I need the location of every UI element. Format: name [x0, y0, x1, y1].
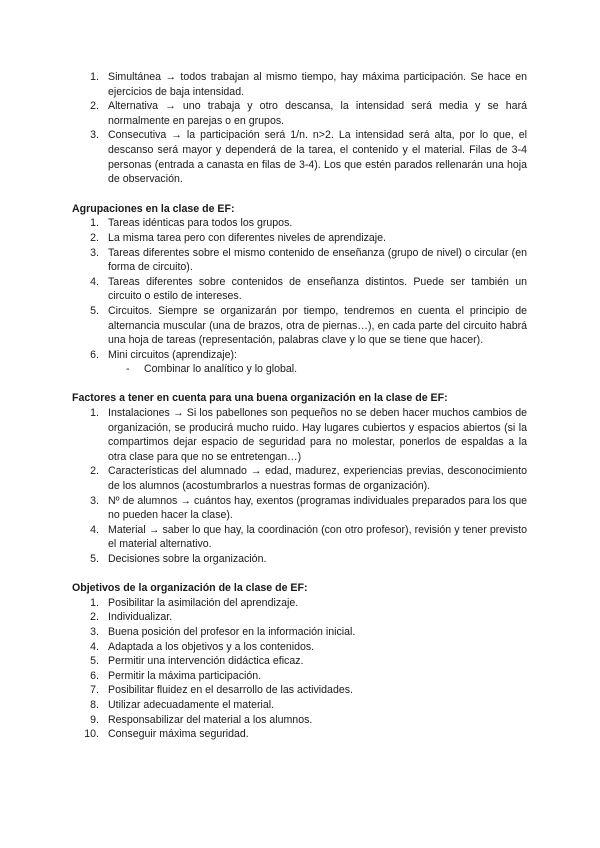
list-item [72, 246, 527, 275]
list-text: Tareas diferentes sobre contenidos de enseñanza distintos. Puede ser también un circuito o estilo de intereses. [108, 275, 527, 303]
list-text: Instalaciones → Si los pabellones son pequeños no se deben hacer muchos cambios de organización, se producirá mucho ruido. Hay lugares cubiertos y espacios abiertos (si la compartimos dejar espacio de seguridad para no molestar, ponerlos de espaldas a la otra clase para que no se entretengan…) [108, 407, 527, 463]
list-number: 4. [90, 275, 99, 288]
section-heading: Factores a tener en cuenta para una buena organización en la clase de EF: [72, 392, 448, 405]
list-item [72, 70, 527, 99]
list-item [72, 464, 527, 493]
list-item [72, 304, 527, 348]
list-text: Alternativa → uno trabaja y otro descansa, la intensidad será media y se hará normalmente en parejas o en grupos. [108, 100, 527, 127]
dash-bullet: - [126, 363, 130, 376]
section-heading: Agrupaciones en la clase de EF: [72, 202, 235, 215]
list-text: Simultánea → todos trabajan al mismo tiempo, hay máxima participación. Se hace en ejercicios de baja intensidad. [108, 71, 527, 98]
sub-list-item [72, 362, 527, 377]
spacer [72, 377, 527, 392]
list-number: 10. [84, 728, 99, 741]
objectives-list [72, 596, 527, 742]
list-item [72, 610, 527, 625]
list-text: La misma tarea pero con diferentes niveles de aprendizaje. [108, 231, 386, 244]
list-item [72, 552, 527, 567]
factors-list [72, 406, 527, 567]
list-item [72, 625, 527, 640]
list-number: 5. [90, 304, 99, 317]
list-number: 6. [90, 669, 99, 682]
list-item [72, 128, 527, 186]
section-heading: Objetivos de la organización de la clase de EF: [72, 582, 308, 595]
list-item [72, 523, 527, 552]
list-text: Circuitos. Siempre se organizarán por tiempo, tendremos en cuenta el principio de alternancia muscular (una de brazos, otra de piernas…), en cada parte del circuito habrá una hoja de tareas (representación, palabras clave y lo que se tiene que hacer). [108, 304, 527, 347]
document-body [72, 70, 527, 742]
sub-list-text: Combinar lo analítico y lo global. [144, 363, 298, 376]
list-text: Características del alumnado → edad, madurez, experiencias previas, desconocimiento de los alumnos (acostumbrarlos a nuestras formas de organización). [108, 465, 527, 493]
list-number: 2. [90, 465, 99, 478]
list-item [72, 494, 527, 523]
list-item [72, 348, 527, 363]
list-number: 3. [90, 494, 99, 507]
list-text: Consecutiva → la participación será 1/n. n>2. La intensidad será alta, por lo que, el descanso será mayor y dependerá de la tarea, el contenido y el material. Filas de 3-4 personas (entrada a canasta en filas de 3-4). Los que estén parados rellenarán una hoja de observación. [108, 129, 527, 186]
list-number: 7. [90, 684, 99, 697]
list-number: 3. [90, 246, 99, 259]
list-text: Tareas idénticas para todos los grupos. [108, 217, 293, 230]
list-number: 4. [90, 523, 99, 536]
list-text: Nº de alumnos → cuántos hay, exentos (programas individuales preparados para los que no pueden hacer la clase). [108, 494, 527, 522]
list-text: Tareas diferentes sobre el mismo contenido de enseñanza (grupo de nivel) o circular (en forma de circuito). [108, 246, 527, 274]
list-text: Buena posición del profesor en la información inicial. [108, 625, 356, 638]
list-number: 9. [90, 713, 99, 726]
list-text: Mini circuitos (aprendizaje): [108, 348, 237, 361]
list-number: 1. [90, 407, 99, 420]
list-text: Posibilitar fluidez en el desarrollo de las actividades. [108, 684, 353, 697]
list-item [72, 713, 527, 728]
list-number: 8. [90, 698, 99, 711]
list-text: Conseguir máxima seguridad. [108, 728, 249, 741]
list-item [72, 596, 527, 611]
list-text: Permitir una intervención didáctica eficaz. [108, 655, 304, 668]
participation-types-list [72, 70, 527, 187]
list-item [72, 698, 527, 713]
spacer [72, 567, 527, 582]
list-number: 1. [90, 71, 99, 83]
list-number: 2. [90, 100, 99, 113]
list-item [72, 231, 527, 246]
list-number: 1. [90, 217, 99, 230]
list-item [72, 216, 527, 231]
list-text: Material → saber lo que hay, la coordinación (con otro profesor), revisión y tener previsto el material alternativo. [108, 523, 527, 551]
list-number: 1. [90, 596, 99, 609]
list-item [72, 683, 527, 698]
list-item [72, 275, 527, 304]
list-number: 6. [90, 348, 99, 361]
list-number: 3. [90, 625, 99, 638]
list-text: Decisiones sobre la organización. [108, 553, 267, 565]
list-number: 5. [90, 655, 99, 668]
list-item [72, 99, 527, 128]
list-text: Adaptada a los objetivos y a los contenidos. [108, 640, 315, 653]
list-text: Utilizar adecuadamente el material. [108, 698, 275, 711]
list-number: 4. [90, 640, 99, 653]
list-number: 2. [90, 231, 99, 244]
list-number: 5. [90, 553, 99, 565]
list-number: 3. [90, 129, 99, 142]
list-item [72, 654, 527, 669]
list-item [72, 406, 527, 464]
list-number: 2. [90, 611, 99, 624]
list-item [72, 727, 527, 742]
sub-list [72, 362, 527, 377]
list-item [72, 669, 527, 684]
list-text: Posibilitar la asimilación del aprendizaje. [108, 596, 299, 609]
list-text: Responsabilizar del material a los alumnos. [108, 713, 313, 726]
list-text: Individualizar. [108, 611, 173, 624]
list-text: Permitir la máxima participación. [108, 669, 262, 682]
list-item [72, 640, 527, 655]
groupings-list [72, 216, 527, 362]
